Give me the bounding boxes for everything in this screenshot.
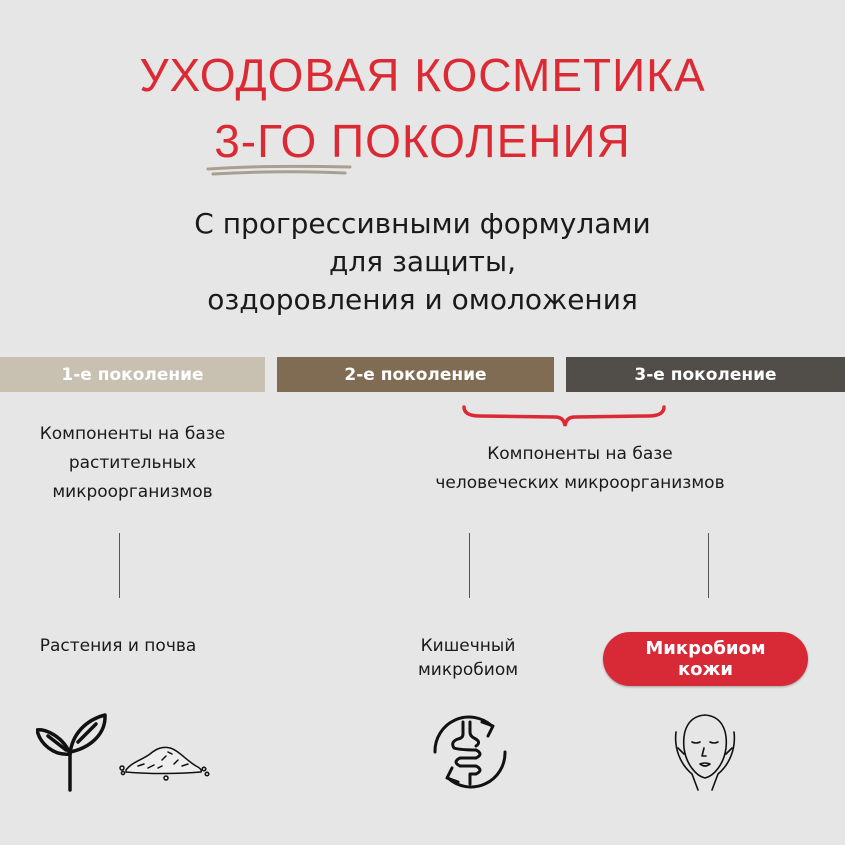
generation-1-tab: 1-е поколение	[0, 357, 265, 392]
heading-line-2: 3-ГО ПОКОЛЕНИЯ	[214, 115, 631, 167]
desc-line: Компоненты на базе	[487, 444, 673, 464]
curly-brace-icon	[460, 404, 670, 432]
generation-2-tab: 2-е поколение	[277, 357, 554, 392]
subtitle-line-3: оздоровления и омоложения	[207, 283, 638, 316]
soil-pile-icon	[118, 740, 210, 782]
desc-line: Компоненты на базе	[39, 424, 226, 444]
face-hands-icon	[670, 712, 740, 792]
generation-3-tab: 3-е поколение	[566, 357, 845, 392]
heading-line-1: УХОДОВАЯ КОСМЕТИКА	[139, 49, 706, 101]
skin-microbiome-badge	[603, 632, 808, 686]
badge-line: кожи	[677, 659, 734, 680]
desc-line: растительных	[68, 453, 197, 473]
label-line: Кишечный	[420, 636, 516, 656]
gut-cycle-icon	[430, 712, 510, 792]
plant-components-description	[0, 420, 265, 507]
gut-microbiome-label	[388, 634, 548, 682]
label-line: микробиом	[417, 660, 519, 680]
subtitle-line-2: для защиты,	[329, 245, 516, 278]
connector-line-1	[119, 533, 120, 598]
connector-line-3	[708, 533, 709, 598]
connector-line-2	[469, 533, 470, 598]
sprout-icon	[36, 712, 108, 792]
brush-underline-icon	[205, 163, 355, 179]
human-components-description	[370, 440, 790, 498]
desc-line: микроорганизмов	[52, 482, 213, 502]
plants-soil-label: Растения и почва	[39, 636, 197, 656]
subtitle-line-1: С прогрессивными формулами	[194, 207, 651, 240]
desc-line: человеческих микроорганизмов	[435, 473, 725, 493]
badge-line: Микробиом	[645, 638, 766, 659]
